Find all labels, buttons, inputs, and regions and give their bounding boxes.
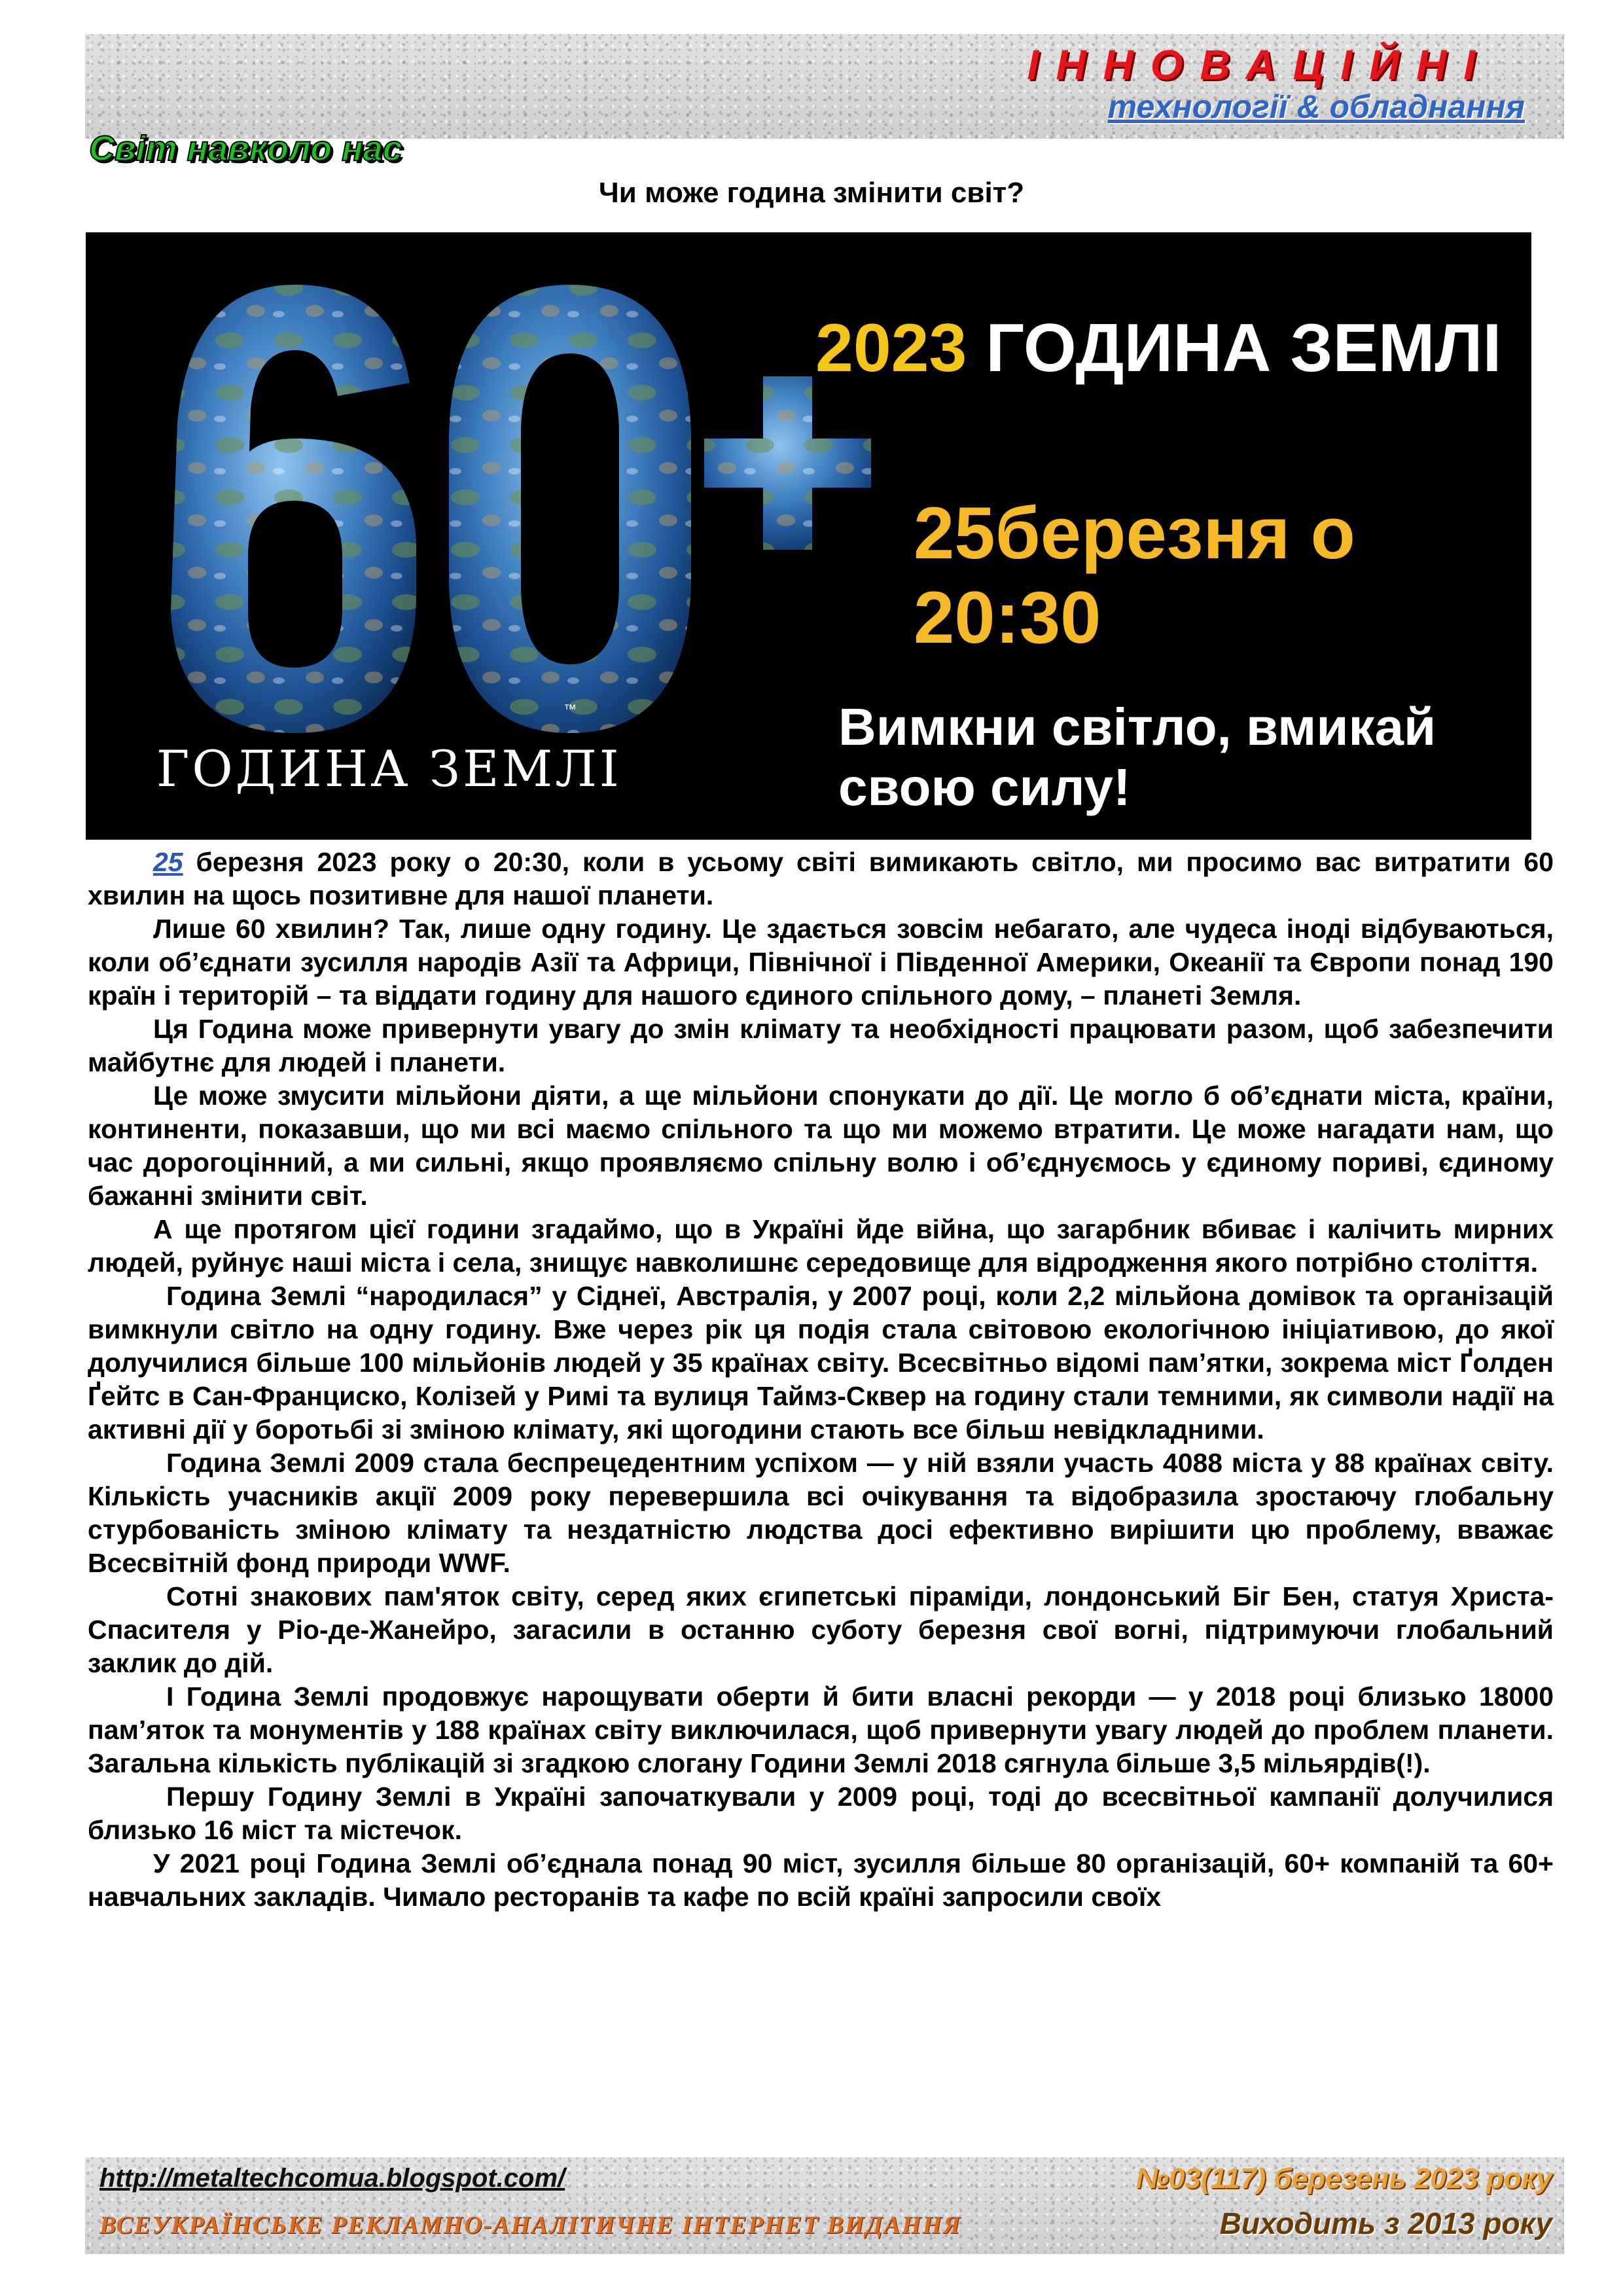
logo-caption: ГОДИНА ЗЕМЛІ	[156, 740, 622, 798]
banner-heading	[815, 310, 1501, 387]
paragraph-9: І Година Землі продовжує нарощувати оберти й бити власні рекорди — у 2018 році близько 18000 пам’яток та монументів у 188 країнах світу виключилася, щоб привернути увагу людей до проблем планети. Загальна кількість публікацій зі згадкою слогану Години Землі 2018 сягнула більше 3,5 мільярдів(!).	[88, 1681, 1554, 1778]
paragraph-5: А ще протягом цієї години згадаймо, що в Україні йде війна, що загарбник вбиває і калічить мирних людей, руйнує наші міста і села, знищує навколишнє середовище для відродження якого потрібно століття.	[88, 1214, 1554, 1278]
paragraph-10: Першу Годину Землі в Україні започаткували у 2009 році, тоді до всесвітньої кампанії долучилися близько 16 міст та містечок.	[88, 1782, 1554, 1845]
banner-slogan: Вимкни світло, вмикай свою силу!	[838, 698, 1436, 816]
article-title: Чи може година змінити світ?	[598, 177, 1025, 209]
paragraph-7: Година Землі 2009 стала беспрецедентним успіхом — у ній взяли участь 4088 міста у 88 країнах світу. Кількість учасників акції 2009 року перевершила всі очікування та відобразила зростаючу глобальну стурбованість зміною клімату та нездатністю людства досі ефективно вирішити цю проблему, вважає Всесвітній фонд природи WWF.	[88, 1448, 1554, 1578]
paragraph-1-text: березня 2023 року о 20:30, коли в усьому світі вимикають світло, ми просимо вас витратити 60 хвилин на щось позитивне для нашої планети.	[88, 847, 1554, 910]
article-body	[88, 846, 1554, 1914]
footer-band	[85, 2157, 1564, 2254]
brand-subtitle: технології & обладнання	[1107, 88, 1525, 125]
footer-issue: №03(117) березень 2023 року	[1135, 2162, 1552, 2195]
footer-url-link[interactable]: http://metaltechcomua.blogspot.com/	[99, 2164, 565, 2193]
banner-date: 25березня о 20:30	[914, 492, 1355, 658]
footer-publication: ВСЕУКРАЇНСЬКЕ РЕКЛАМНО-АНАЛІТИЧНЕ ІНТЕРНЕТ ВИДАННЯ	[99, 2212, 962, 2239]
earth-globe-60-logo	[151, 272, 878, 743]
banner-year: 2023	[815, 310, 967, 386]
paragraph-1	[88, 846, 1554, 912]
paragraph-8: Сотні знакових пам'яток світу, серед яких єгипетські піраміди, лондонський Біг Бен, статуя Христа-Спасителя у Ріо-де-Жанейро, загасили в останню суботу березня свої вогні, підтримуючи глобальний заклик до дій.	[88, 1581, 1554, 1678]
header-band	[85, 34, 1564, 139]
trademark-mark: ™	[563, 702, 577, 717]
paragraph-2: Лише 60 хвилин? Так, лише одну годину. Це здається зовсім небагато, але чудеса іноді відбуваються, коли об’єднати зусилля народів Азії та Африци, Північної і Південної Америки, Океанії та Європи понад 190 країн і територій – та віддати годину для нашого єдиного спільного дому, – планеті Земля.	[88, 914, 1554, 1011]
banner-title: ГОДИНА ЗЕМЛІ	[986, 310, 1502, 386]
paragraph-3: Ця Година може привернути увагу до змін клімату та необхідності працювати разом, щоб забезпечити майбутнє для людей і планети.	[88, 1014, 1554, 1077]
section-label: Світ навколо нас	[89, 129, 402, 168]
brand-title: ІННОВАЦІЙНІ	[1027, 41, 1492, 88]
footer-since: Виходить з 2013 року	[1219, 2206, 1552, 2240]
paragraph-6: Година Землі “народилася” у Сіднеї, Австралія, у 2007 році, коли 2,2 мільйона домівок та організацій вимкнули світло на одну годину. Вже через рік ця подія стала світовою екологічною ініціативою, до якої долучилися більше 100 мільйонів людей у 35 країнах світу. Всесвітньо відомі пам’ятки, зокрема міст Ґолден Ґейтс в Сан-Франциско, Колізей у Римі та вулиця Таймз-Сквер на годину стали темними, як символи надії на активні дії у боротьбі зі зміною клімату, які щогодини стають все більш невідкладними.	[88, 1281, 1554, 1444]
date-link[interactable]: 25	[153, 847, 183, 877]
paragraph-11: У 2021 році Година Землі об’єднала понад 90 міст, зусилля більше 80 організацій, 60+ компаній та 60+ навчальних закладів. Чимало ресторанів та кафе по всій країні запросили своїх	[88, 1848, 1554, 1912]
earth-hour-banner	[86, 232, 1531, 840]
paragraph-4: Це може змусити мільйони діяти, а ще мільйони спонукати до дії. Це могло б об’єднати міста, країни, континенти, показавши, що ми всі маємо спільного та що ми можемо втратити. Це може нагадати нам, що час дорогоцінний, а ми сильні, якщо проявляємо спільну волю і об’єднуємось у єдиному пориві, єдиному бажанні змінити світ.	[88, 1081, 1554, 1211]
